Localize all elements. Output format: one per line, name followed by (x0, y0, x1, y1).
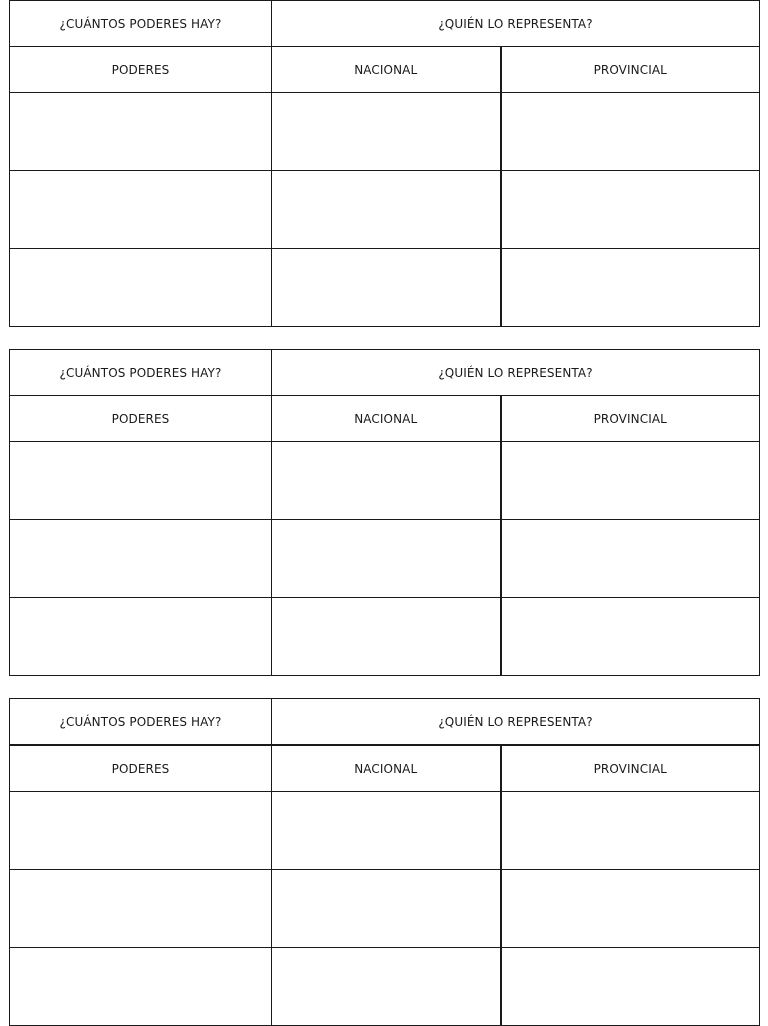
header-national: NACIONAL (272, 745, 501, 792)
answer-cell-national[interactable] (272, 171, 501, 249)
answer-cell-power[interactable] (10, 249, 272, 327)
answer-cell-provincial[interactable] (501, 249, 760, 327)
header-powers: PODERES (10, 47, 272, 93)
header-powers: PODERES (10, 396, 272, 442)
answer-cell-national[interactable] (272, 520, 501, 598)
answer-cell-national[interactable] (272, 870, 501, 948)
powers-table-2 (9, 349, 760, 676)
question-who-represents: ¿QUIÉN LO REPRESENTA? (272, 350, 760, 396)
table-row (10, 442, 760, 520)
column-header-row (10, 745, 760, 792)
header-provincial: PROVINCIAL (501, 745, 760, 792)
answer-cell-power[interactable] (10, 520, 272, 598)
answer-cell-national[interactable] (272, 948, 501, 1026)
answer-cell-national[interactable] (272, 598, 501, 676)
answer-cell-power[interactable] (10, 171, 272, 249)
answer-cell-provincial[interactable] (501, 948, 760, 1026)
header-national: NACIONAL (272, 396, 501, 442)
question-row (10, 1, 760, 47)
table-row (10, 948, 760, 1026)
answer-cell-power[interactable] (10, 598, 272, 676)
answer-cell-provincial[interactable] (501, 870, 760, 948)
table-row (10, 171, 760, 249)
question-how-many-powers: ¿CUÁNTOS PODERES HAY? (10, 699, 272, 746)
answer-cell-power[interactable] (10, 93, 272, 171)
answer-cell-power[interactable] (10, 870, 272, 948)
answer-cell-provincial[interactable] (501, 520, 760, 598)
answer-cell-provincial[interactable] (501, 792, 760, 870)
powers-table-3 (9, 698, 760, 1026)
question-how-many-powers: ¿CUÁNTOS PODERES HAY? (10, 350, 272, 396)
answer-cell-national[interactable] (272, 249, 501, 327)
answer-cell-provincial[interactable] (501, 598, 760, 676)
table-row (10, 93, 760, 171)
answer-cell-national[interactable] (272, 93, 501, 171)
header-national: NACIONAL (272, 47, 501, 93)
answer-cell-power[interactable] (10, 792, 272, 870)
question-row (10, 699, 760, 746)
question-who-represents: ¿QUIÉN LO REPRESENTA? (272, 1, 760, 47)
question-how-many-powers: ¿CUÁNTOS PODERES HAY? (10, 1, 272, 47)
answer-cell-power[interactable] (10, 948, 272, 1026)
question-row (10, 350, 760, 396)
powers-table-1 (9, 0, 760, 327)
answer-cell-provincial[interactable] (501, 171, 760, 249)
column-header-row (10, 47, 760, 93)
header-provincial: PROVINCIAL (501, 47, 760, 93)
table-row (10, 249, 760, 327)
column-header-row (10, 396, 760, 442)
header-provincial: PROVINCIAL (501, 396, 760, 442)
table-row (10, 520, 760, 598)
table-row (10, 870, 760, 948)
table-row (10, 598, 760, 676)
answer-cell-national[interactable] (272, 442, 501, 520)
answer-cell-national[interactable] (272, 792, 501, 870)
answer-cell-provincial[interactable] (501, 93, 760, 171)
answer-cell-power[interactable] (10, 442, 272, 520)
answer-cell-provincial[interactable] (501, 442, 760, 520)
header-powers: PODERES (10, 745, 272, 792)
table-row (10, 792, 760, 870)
question-who-represents: ¿QUIÉN LO REPRESENTA? (272, 699, 760, 746)
